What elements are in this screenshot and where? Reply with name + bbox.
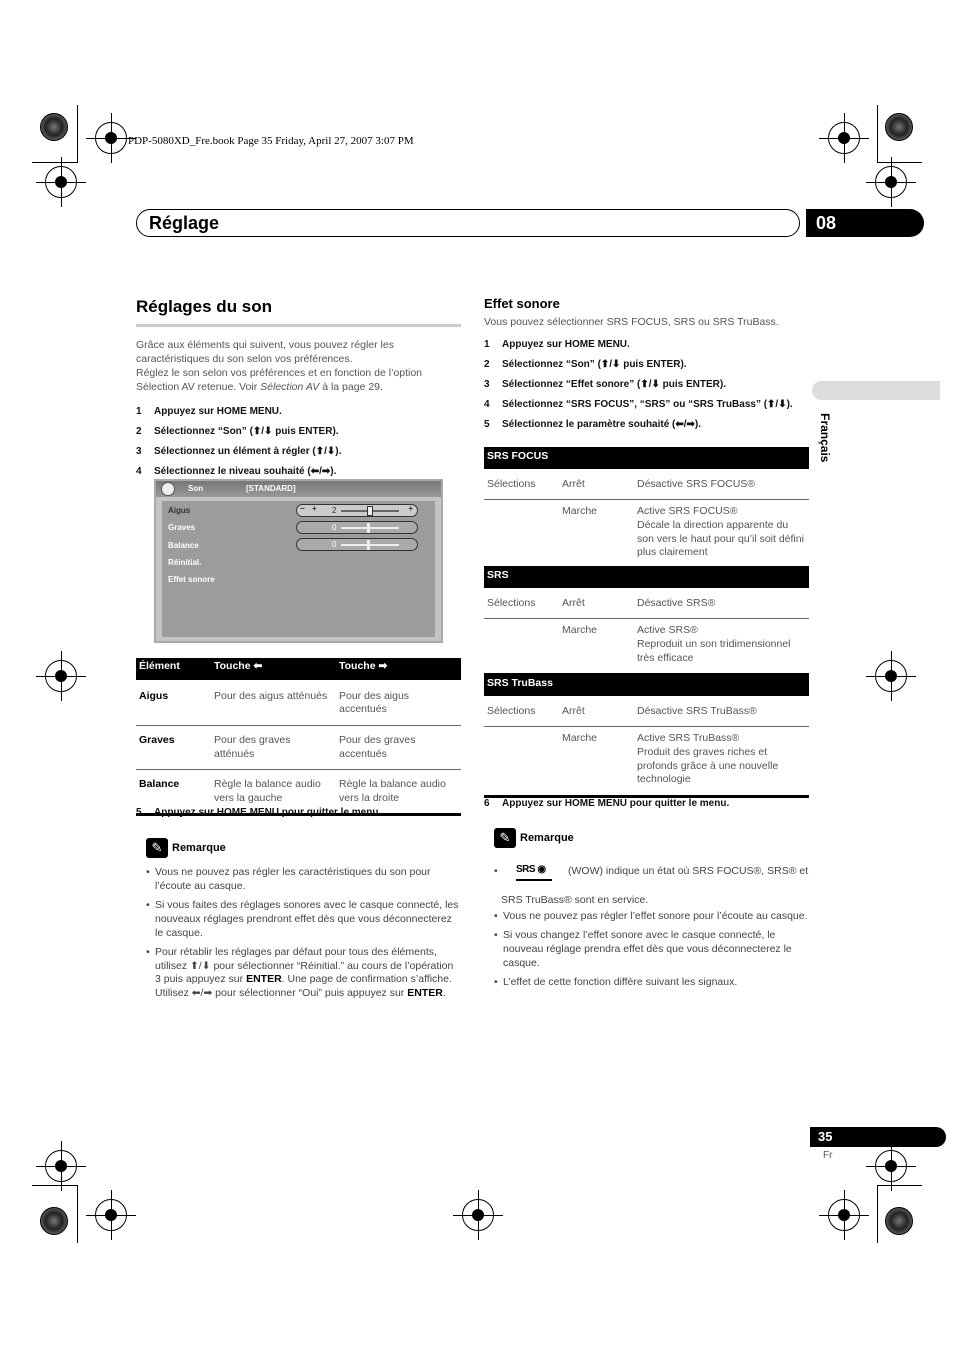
table-header-cell: Touche ⬅ xyxy=(214,660,263,672)
note-item: • Vous ne pouvez pas régler les caractéristiques du son pour l’écoute au casque. xyxy=(146,866,461,893)
table-cell: Active SRS® Reproduit un son tridimensionnel très efficace xyxy=(637,624,791,664)
intro-text-a: Réglez le son selon vos préférences et en fonction de l’option Sélection AV retenue. Voir xyxy=(136,367,423,394)
table-cell: Active SRS FOCUS® Décale la direction apparente du son vers le haut pour qu’il soit défini plus clairement xyxy=(637,505,804,559)
table-cell: Pour des graves atténués xyxy=(214,733,291,760)
step: 5 Sélectionnez le paramètre souhaité (⬅/➡). xyxy=(484,418,702,430)
step: 6 Appuyez sur HOME MENU pour quitter le menu. xyxy=(484,798,730,809)
osd-value: 0 xyxy=(332,523,337,532)
step-6 xyxy=(484,797,809,817)
table-row xyxy=(136,680,461,726)
step: 3 Sélectionnez un élément à régler (⬆/⬇). xyxy=(136,445,342,457)
trim-line xyxy=(32,162,77,163)
crop-mark xyxy=(95,1199,127,1231)
table-cell: Marche xyxy=(562,624,598,637)
table-cell: Balance xyxy=(139,778,180,791)
osd-item-effet: Effet sonore xyxy=(168,575,215,584)
note-item: • Pour rétablir les réglages par défaut pour tous des éléments, utilisez ⬆/⬇ pour sélectionner “Réinitial.” au cours de l’opération 3 puis appuyez sur ENTER. Une page de confirmation s’affiche. Utilisez ⬅/➡ pour sélectionner “Oui” puis appuyez sur ENTER. xyxy=(146,946,461,1001)
pencil-icon: ✎ xyxy=(494,828,516,848)
right-column xyxy=(484,296,809,438)
note-item: • Si vous changez l’effet sonore avec le casque connecté, le nouveau réglage prendra effet dès que vous déconnecterez le casque. xyxy=(494,929,809,970)
crop-mark xyxy=(45,660,77,692)
srs-logo-text-2: SRS TruBass® sont en service. xyxy=(501,894,649,906)
crop-mark xyxy=(95,122,127,154)
chapter-title: Réglage xyxy=(149,213,220,233)
adjust-table xyxy=(136,658,461,816)
table-cell: Sélections xyxy=(487,704,536,717)
trim-line xyxy=(877,162,922,163)
table-cell: Pour des aigus atténués xyxy=(214,689,328,702)
osd-menu-name: Son xyxy=(188,484,204,493)
table-cell: Active SRS TruBass® Produit des graves riches et profonds grâce à une nouvelle technologie xyxy=(637,732,779,786)
table-cell: Marche xyxy=(562,732,598,745)
intro-text-c: à la page 29. xyxy=(319,381,383,394)
note-heading xyxy=(146,838,461,858)
step: 4 Sélectionnez “SRS FOCUS”, “SRS” ou “SRS TruBass” (⬆/⬇). xyxy=(484,398,793,410)
srs-logo-text: (WOW) indique un état où SRS FOCUS®, SRS® et xyxy=(568,865,809,877)
osd-title-bar xyxy=(156,481,441,497)
step-list xyxy=(484,338,809,431)
table-cell: Règle la balance audio vers la droite xyxy=(339,778,446,804)
trim-line xyxy=(77,105,78,163)
trim-line xyxy=(877,1185,922,1186)
table-title: SRS xyxy=(484,566,809,588)
crop-mark xyxy=(462,1199,494,1231)
table-header-cell: Touche ➡ xyxy=(339,660,388,672)
osd-item-balance: Balance xyxy=(168,541,199,550)
step: 3 Sélectionnez “Effet sonore” (⬆/⬇ puis ENTER). xyxy=(484,378,727,390)
page-number: 35 xyxy=(818,1129,833,1144)
table-cell: Désactive SRS® xyxy=(637,596,716,609)
table-cell: Arrêt xyxy=(562,704,585,717)
crop-mark xyxy=(875,660,907,692)
table-cell: Aigus xyxy=(139,689,169,702)
chapter-header-bar xyxy=(136,209,800,237)
note-title: Remarque xyxy=(172,841,226,854)
table-cell: Pour des aigus accentués xyxy=(339,689,410,716)
pencil-icon: ✎ xyxy=(146,838,168,858)
osd-mode: [STANDARD] xyxy=(246,484,296,493)
crop-mark xyxy=(875,1150,907,1182)
plus-icon: + xyxy=(408,504,413,513)
subsection-title: Effet sonore xyxy=(484,296,560,311)
table-cell: Graves xyxy=(139,733,175,746)
step: 4 Sélectionnez le niveau souhaité (⬅/➡). xyxy=(136,465,337,477)
note-item: • L’effet de cette fonction diffère suivant les signaux. xyxy=(494,976,809,990)
note-item: • Vous ne pouvez pas régler l’effet sonore pour l’écoute au casque. xyxy=(494,910,809,924)
language-label: Français xyxy=(817,413,832,463)
note-title: Remarque xyxy=(520,831,574,844)
osd-slider-aigus xyxy=(296,504,418,517)
registration-disc xyxy=(40,1207,68,1235)
left-column xyxy=(136,296,461,485)
srs-focus-table xyxy=(484,447,809,571)
srs-logo-line: • SRS ◉ (WOW) indique un état où SRS FOCUS®, SRS® et xyxy=(494,862,809,886)
osd-item-reinitial: Réinitial. xyxy=(168,558,202,567)
file-header: PDP-5080XD_Fre.book Page 35 Friday, April 27, 2007 3:07 PM xyxy=(128,135,414,147)
trim-line xyxy=(77,1185,78,1243)
table-cell: Arrêt xyxy=(562,596,585,609)
plus-icon: + xyxy=(312,504,317,513)
osd-value: 0 xyxy=(332,540,337,549)
step-5 xyxy=(136,806,461,826)
table-title: SRS FOCUS xyxy=(484,447,809,469)
srs-table xyxy=(484,566,809,676)
srs-trubass-table xyxy=(484,674,809,798)
intro-text: Vous pouvez sélectionner SRS FOCUS, SRS ou SRS TruBass. xyxy=(484,315,779,328)
step: 1 Appuyez sur HOME MENU. xyxy=(136,405,282,417)
trim-line xyxy=(877,1185,878,1243)
table-cell: Sélections xyxy=(487,477,536,490)
left-note xyxy=(146,838,461,1007)
note-heading xyxy=(494,828,809,848)
trim-line xyxy=(32,1185,77,1186)
osd-item-aigus: Aigus xyxy=(168,506,191,515)
note-item: • Si vous faites des réglages sonores avec le casque connecté, les nouveaux réglages prendront effet dès que vous déconnecterez le casque. xyxy=(146,899,461,940)
table-cell: Règle la balance audio vers la gauche xyxy=(214,778,321,804)
step: 5 Appuyez sur HOME MENU pour quitter le menu. xyxy=(136,807,382,818)
osd-screen xyxy=(154,479,443,643)
table-row xyxy=(136,725,461,769)
table-cell: Sélections xyxy=(487,596,536,609)
step: 2 Sélectionnez “Son” (⬆/⬇ puis ENTER). xyxy=(484,358,687,370)
table-cell: Désactive SRS TruBass® xyxy=(637,704,757,717)
right-note xyxy=(494,828,809,996)
table-cell: Marche xyxy=(562,505,598,518)
crop-mark xyxy=(828,122,860,154)
registration-disc xyxy=(885,113,913,141)
chapter-number: 08 xyxy=(806,209,924,237)
page-number-bar xyxy=(810,1127,946,1147)
step: 2 Sélectionnez “Son” (⬆/⬇ puis ENTER). xyxy=(136,425,339,437)
page-language: Fr xyxy=(823,1150,833,1161)
table-title: SRS TruBass xyxy=(484,674,809,696)
section-title: Réglages du son xyxy=(136,297,273,316)
intro-link: Sélection AV xyxy=(260,381,320,394)
table-cell: Désactive SRS FOCUS® xyxy=(637,477,756,490)
osd-value: 2 xyxy=(332,506,337,515)
table-header xyxy=(136,658,461,680)
minus-icon: − xyxy=(300,504,305,513)
table-cell: Pour des graves accentués xyxy=(339,733,416,760)
intro-text: Grâce aux éléments qui suivent, vous pouvez régler les caractéristiques du son selon vos préférences. xyxy=(136,339,394,365)
registration-disc xyxy=(40,113,68,141)
trim-line xyxy=(877,105,878,163)
srs-logo: SRS ◉ xyxy=(516,863,552,881)
crop-mark xyxy=(828,1199,860,1231)
registration-disc xyxy=(885,1207,913,1235)
step: 1 Appuyez sur HOME MENU. xyxy=(484,338,630,350)
osd-panel xyxy=(162,501,435,637)
osd-slider-graves xyxy=(296,521,418,534)
osd-item-graves: Graves xyxy=(168,523,196,532)
language-tab xyxy=(812,381,940,400)
speaker-icon xyxy=(161,482,175,496)
table-header-cell: Élément xyxy=(139,660,180,672)
title-rule xyxy=(136,324,461,327)
crop-mark xyxy=(875,166,907,198)
crop-mark xyxy=(45,1150,77,1182)
table-cell: Arrêt xyxy=(562,477,585,490)
osd-slider-balance xyxy=(296,538,418,551)
crop-mark xyxy=(45,166,77,198)
step-list xyxy=(136,405,461,478)
intro-text xyxy=(136,367,461,394)
